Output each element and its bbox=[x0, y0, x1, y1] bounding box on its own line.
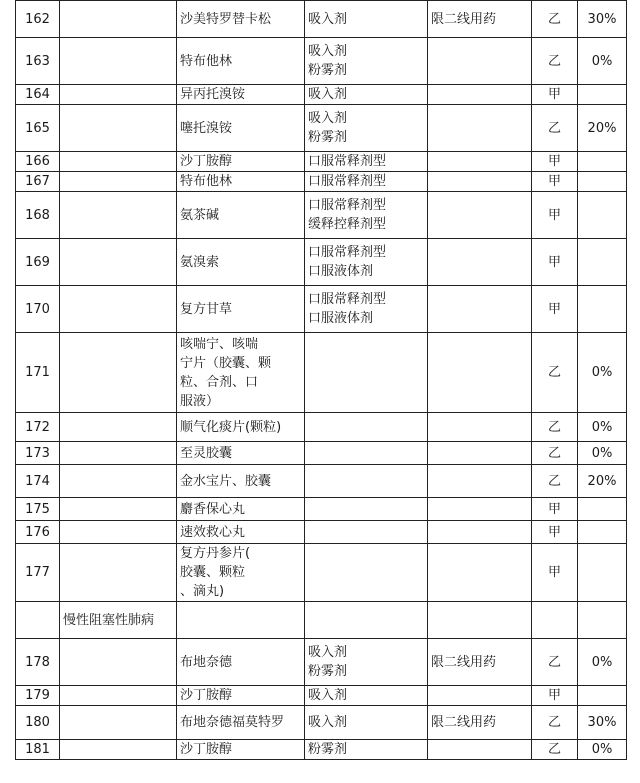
row-number: 180 bbox=[16, 706, 60, 740]
drug-class: 乙 bbox=[532, 465, 578, 498]
dosage-form-cell bbox=[305, 442, 428, 465]
category-cell bbox=[60, 498, 177, 521]
row-number: 176 bbox=[16, 521, 60, 544]
drug-name: 特布他林 bbox=[177, 38, 305, 85]
self-pay-rate bbox=[578, 239, 627, 286]
table-row bbox=[16, 192, 627, 239]
empty-cell bbox=[532, 602, 578, 639]
category-row bbox=[16, 602, 627, 639]
dosage-form-cell bbox=[305, 38, 428, 85]
dosage-form: 吸入剂 bbox=[308, 715, 348, 730]
category-cell bbox=[60, 152, 177, 172]
row-number: 164 bbox=[16, 85, 60, 105]
row-number: 178 bbox=[16, 639, 60, 686]
drug-name: 复方甘草 bbox=[177, 286, 305, 333]
table-row bbox=[16, 686, 627, 706]
row-number: 165 bbox=[16, 105, 60, 152]
self-pay-rate bbox=[578, 85, 627, 105]
table-row bbox=[16, 286, 627, 333]
table-row bbox=[16, 1, 627, 38]
row-number: 166 bbox=[16, 152, 60, 172]
dosage-form-cell bbox=[305, 465, 428, 498]
category-cell bbox=[60, 544, 177, 602]
drug-class: 甲 bbox=[532, 521, 578, 544]
category-cell bbox=[60, 1, 177, 38]
dosage-form-cell bbox=[305, 333, 428, 413]
drug-name: 金水宝片、胶囊 bbox=[177, 465, 305, 498]
self-pay-rate: 20% bbox=[578, 465, 627, 498]
drug-name: 复方丹参片( 胶囊、颗粒 、滴丸) bbox=[177, 544, 305, 602]
row-number: 181 bbox=[16, 740, 60, 760]
drug-class: 乙 bbox=[532, 38, 578, 85]
row-number: 168 bbox=[16, 192, 60, 239]
table-row bbox=[16, 38, 627, 85]
drug-name: 沙丁胺醇 bbox=[177, 686, 305, 706]
table-row bbox=[16, 85, 627, 105]
table-row bbox=[16, 333, 627, 413]
dosage-form-cell bbox=[305, 498, 428, 521]
dosage-form: 吸入剂 bbox=[308, 111, 348, 126]
drug-class: 甲 bbox=[532, 498, 578, 521]
restriction-note: 限二线用药 bbox=[428, 1, 532, 38]
restriction-note bbox=[428, 413, 532, 442]
drug-name: 特布他林 bbox=[177, 172, 305, 192]
dosage-form: 粉雾剂 bbox=[308, 63, 348, 78]
category-cell bbox=[60, 442, 177, 465]
self-pay-rate bbox=[578, 286, 627, 333]
category-cell bbox=[60, 706, 177, 740]
self-pay-rate: 0% bbox=[578, 639, 627, 686]
empty-cell bbox=[428, 602, 532, 639]
table-row bbox=[16, 639, 627, 686]
dosage-form: 口服液体剂 bbox=[308, 264, 374, 279]
drug-class: 甲 bbox=[532, 152, 578, 172]
table-row bbox=[16, 152, 627, 172]
restriction-note bbox=[428, 521, 532, 544]
drug-name: 氨溴索 bbox=[177, 239, 305, 286]
category-cell bbox=[60, 172, 177, 192]
dosage-form-cell bbox=[305, 192, 428, 239]
drug-name: 沙丁胺醇 bbox=[177, 152, 305, 172]
category-cell bbox=[60, 105, 177, 152]
dosage-form-cell bbox=[305, 152, 428, 172]
drug-class: 甲 bbox=[532, 286, 578, 333]
restriction-note bbox=[428, 498, 532, 521]
restriction-note bbox=[428, 442, 532, 465]
row-number: 177 bbox=[16, 544, 60, 602]
row-number: 171 bbox=[16, 333, 60, 413]
dosage-form-cell bbox=[305, 172, 428, 192]
table-row bbox=[16, 740, 627, 760]
self-pay-rate bbox=[578, 498, 627, 521]
row-number: 172 bbox=[16, 413, 60, 442]
drug-name: 沙丁胺醇 bbox=[177, 740, 305, 760]
self-pay-rate: 0% bbox=[578, 333, 627, 413]
drug-class: 甲 bbox=[532, 544, 578, 602]
restriction-note: 限二线用药 bbox=[428, 706, 532, 740]
restriction-note bbox=[428, 333, 532, 413]
table-row bbox=[16, 442, 627, 465]
drug-class: 乙 bbox=[532, 639, 578, 686]
dosage-form-cell bbox=[305, 686, 428, 706]
category-cell bbox=[60, 85, 177, 105]
empty-cell bbox=[578, 602, 627, 639]
dosage-form: 粉雾剂 bbox=[308, 664, 348, 679]
self-pay-rate bbox=[578, 686, 627, 706]
dosage-form: 口服常释剂型 bbox=[308, 198, 387, 213]
dosage-form-cell bbox=[305, 105, 428, 152]
restriction-note bbox=[428, 465, 532, 498]
dosage-form-cell bbox=[305, 239, 428, 286]
dosage-form: 粉雾剂 bbox=[308, 742, 348, 757]
dosage-form: 口服常释剂型 bbox=[308, 292, 387, 307]
category-cell bbox=[60, 686, 177, 706]
self-pay-rate bbox=[578, 521, 627, 544]
restriction-note bbox=[428, 85, 532, 105]
dosage-form: 吸入剂 bbox=[308, 688, 348, 703]
empty-cell bbox=[305, 602, 428, 639]
self-pay-rate: 0% bbox=[578, 38, 627, 85]
row-number: 179 bbox=[16, 686, 60, 706]
drug-name: 至灵胶囊 bbox=[177, 442, 305, 465]
drug-name: 麝香保心丸 bbox=[177, 498, 305, 521]
dosage-form: 吸入剂 bbox=[308, 87, 348, 102]
category-cell bbox=[60, 192, 177, 239]
dosage-form-cell bbox=[305, 85, 428, 105]
restriction-note bbox=[428, 686, 532, 706]
dosage-form: 口服常释剂型 bbox=[308, 174, 387, 189]
dosage-form-cell bbox=[305, 544, 428, 602]
category-cell bbox=[60, 38, 177, 85]
dosage-form: 缓释控释剂型 bbox=[308, 217, 387, 232]
table-row bbox=[16, 465, 627, 498]
table-row bbox=[16, 498, 627, 521]
restriction-note bbox=[428, 38, 532, 85]
drug-name: 布地奈德 bbox=[177, 639, 305, 686]
table-row bbox=[16, 239, 627, 286]
row-number: 167 bbox=[16, 172, 60, 192]
category-cell bbox=[60, 286, 177, 333]
self-pay-rate bbox=[578, 152, 627, 172]
table-row bbox=[16, 105, 627, 152]
drug-class: 乙 bbox=[532, 413, 578, 442]
self-pay-rate: 30% bbox=[578, 1, 627, 38]
restriction-note bbox=[428, 544, 532, 602]
category-cell bbox=[60, 413, 177, 442]
drug-name: 顺气化痰片(颗粒) bbox=[177, 413, 305, 442]
self-pay-rate: 0% bbox=[578, 413, 627, 442]
drug-class: 乙 bbox=[532, 333, 578, 413]
drug-class: 乙 bbox=[532, 442, 578, 465]
row-number: 163 bbox=[16, 38, 60, 85]
dosage-form: 粉雾剂 bbox=[308, 130, 348, 145]
drug-name: 咳喘宁、咳喘 宁片（胶囊、颗 粒、合剂、口 服液） bbox=[177, 333, 305, 413]
drug-class: 乙 bbox=[532, 740, 578, 760]
self-pay-rate: 0% bbox=[578, 442, 627, 465]
dosage-form-cell bbox=[305, 286, 428, 333]
row-number bbox=[16, 602, 60, 639]
table-row bbox=[16, 706, 627, 740]
row-number: 175 bbox=[16, 498, 60, 521]
drug-name: 布地奈德福莫特罗 bbox=[177, 706, 305, 740]
dosage-form: 吸入剂 bbox=[308, 44, 348, 59]
row-number: 174 bbox=[16, 465, 60, 498]
self-pay-rate: 30% bbox=[578, 706, 627, 740]
table-row bbox=[16, 172, 627, 192]
self-pay-rate bbox=[578, 544, 627, 602]
restriction-note bbox=[428, 192, 532, 239]
dosage-form: 口服常释剂型 bbox=[308, 154, 387, 169]
drug-name: 沙美特罗替卡松 bbox=[177, 1, 305, 38]
row-number: 169 bbox=[16, 239, 60, 286]
category-label: 慢性阻塞性肺病 bbox=[60, 602, 177, 639]
table-row bbox=[16, 413, 627, 442]
drug-name: 氨茶碱 bbox=[177, 192, 305, 239]
dosage-form-cell bbox=[305, 413, 428, 442]
row-number: 173 bbox=[16, 442, 60, 465]
restriction-note bbox=[428, 740, 532, 760]
dosage-form-cell bbox=[305, 521, 428, 544]
category-cell bbox=[60, 333, 177, 413]
category-cell bbox=[60, 740, 177, 760]
drug-class: 甲 bbox=[532, 686, 578, 706]
category-cell bbox=[60, 239, 177, 286]
drug-class: 甲 bbox=[532, 172, 578, 192]
restriction-note bbox=[428, 105, 532, 152]
drug-name: 噻托溴铵 bbox=[177, 105, 305, 152]
dosage-form-cell bbox=[305, 1, 428, 38]
drug-class: 乙 bbox=[532, 706, 578, 740]
dosage-form: 吸入剂 bbox=[308, 645, 348, 660]
drug-name: 速效救心丸 bbox=[177, 521, 305, 544]
drug-class: 甲 bbox=[532, 239, 578, 286]
dosage-form-cell bbox=[305, 740, 428, 760]
drug-class: 甲 bbox=[532, 85, 578, 105]
empty-cell bbox=[177, 602, 305, 639]
self-pay-rate: 0% bbox=[578, 740, 627, 760]
dosage-form: 吸入剂 bbox=[308, 11, 348, 27]
self-pay-rate: 20% bbox=[578, 105, 627, 152]
table-row bbox=[16, 544, 627, 602]
self-pay-rate bbox=[578, 192, 627, 239]
category-cell bbox=[60, 521, 177, 544]
drug-class: 甲 bbox=[532, 192, 578, 239]
category-cell bbox=[60, 639, 177, 686]
dosage-form-cell bbox=[305, 706, 428, 740]
row-number: 170 bbox=[16, 286, 60, 333]
dosage-form-cell bbox=[305, 639, 428, 686]
row-number: 162 bbox=[16, 1, 60, 38]
dosage-form: 口服液体剂 bbox=[308, 311, 374, 326]
self-pay-rate bbox=[578, 172, 627, 192]
dosage-form: 口服常释剂型 bbox=[308, 245, 387, 260]
restriction-note: 限二线用药 bbox=[428, 639, 532, 686]
restriction-note bbox=[428, 152, 532, 172]
drug-table bbox=[15, 0, 627, 760]
restriction-note bbox=[428, 239, 532, 286]
drug-class: 乙 bbox=[532, 1, 578, 38]
category-cell bbox=[60, 465, 177, 498]
drug-class: 乙 bbox=[532, 105, 578, 152]
restriction-note bbox=[428, 286, 532, 333]
drug-name: 异丙托溴铵 bbox=[177, 85, 305, 105]
table-row bbox=[16, 521, 627, 544]
table-body bbox=[16, 1, 627, 760]
restriction-note bbox=[428, 172, 532, 192]
